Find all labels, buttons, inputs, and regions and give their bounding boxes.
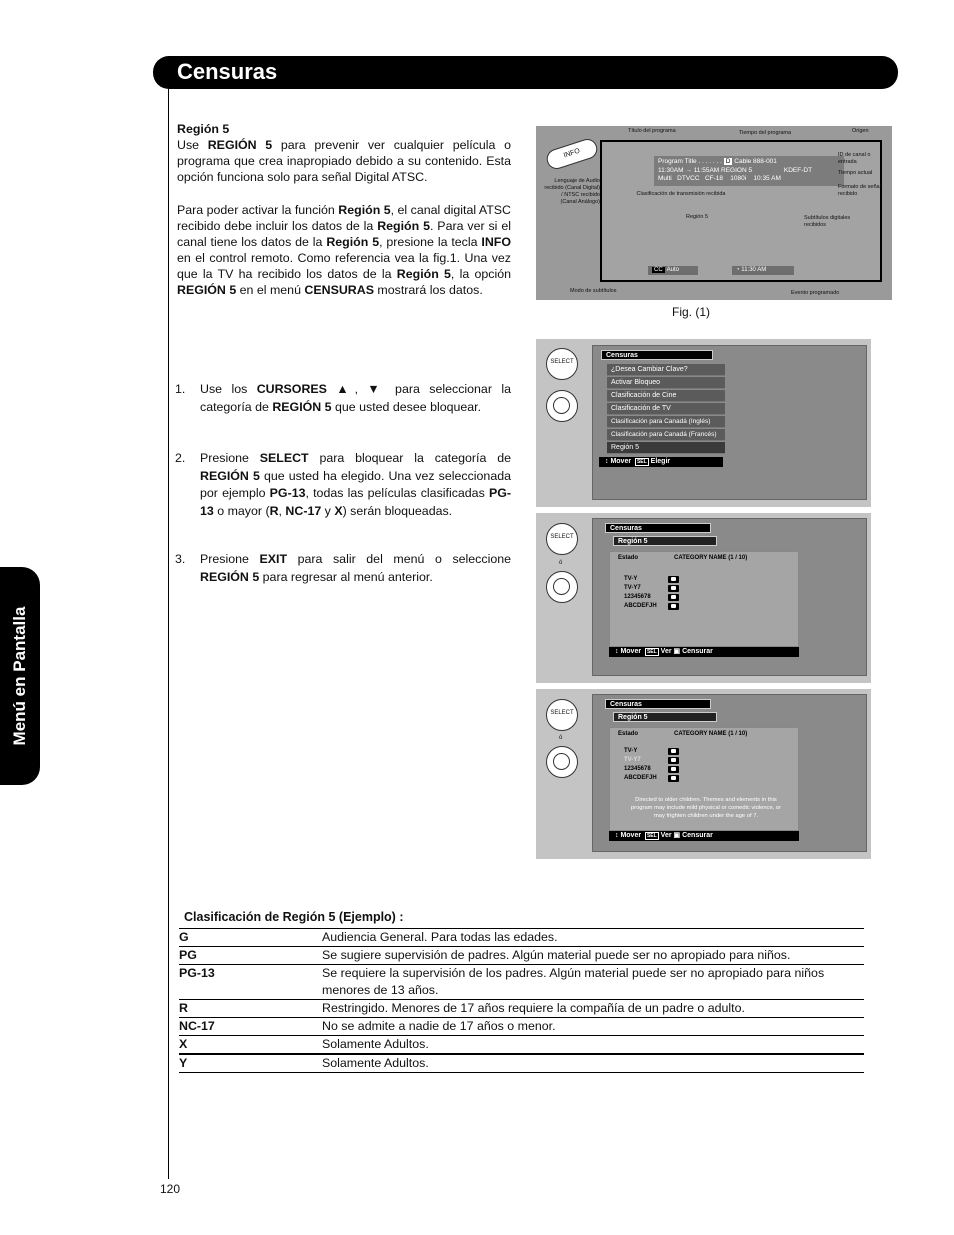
select-button-icon: SELECT [546,348,578,380]
label-scheduled-event: Evento programado [791,290,840,296]
menu-title[interactable]: Censuras [601,350,713,360]
label-channel-id: ID de canal o entrada [838,152,871,165]
category-box [609,551,799,647]
menu-item-activar-bloqueo[interactable]: Activar Bloqueo [607,377,725,389]
cursor-button-icon [546,390,578,422]
info-bar: Program Title . . . . . . . D Cable 888-001 11:30AM → 11:55AM REGION 5 KDEF-DT Multi DTVCC CF-18 1080i 10:35 AM [654,156,844,186]
category-name: CATEGORY NAME (1 / 10) [674,555,748,561]
label-cc-mode: Modo de subtítulos [570,288,617,294]
intro-heading: Región 5 [177,122,230,136]
estado-label: Estado [618,555,639,561]
menu-item-tv[interactable]: Clasificación de TV [607,403,725,415]
category-name: CATEGORY NAME (1 / 10) [674,731,748,737]
lock-icon[interactable] [668,766,679,773]
submenu-title[interactable]: Región 5 [613,536,717,546]
lock-icon: ▣ [673,648,681,655]
info-figure [536,126,892,300]
step-2: 2. Presione SELECT para bloquear la categoría de REGIÓN 5 que usted ha elegido. Una vez seleccionada por ejemplo PG-13, todas las películas clasificadas PG-13 o mayor (R, NC-17 y X) serán bloqueadas. [175,451,511,518]
or-label: ó [559,560,563,566]
label-origin: Origen [852,128,869,134]
table-row: PG-13 Se requiere la supervisión de los padres. Algún material puede ser no apropiado para niños menores de 13 años. [179,964,864,999]
label-current-time: Tiempo actual [838,170,873,176]
label-region5: Región 5 [686,214,709,220]
ratings-table [179,928,864,1073]
menu-screen-1 [592,345,867,500]
step-1: 1. Use los CURSORES ▲, ▼ para seleccionar la categoría de REGIÓN 5 que usted desee bloquear. [175,382,511,414]
table-row: X Solamente Adultos. [179,1035,864,1053]
submenu-title[interactable]: Región 5 [613,712,717,722]
table-row: G Audiencia General. Para todas las edades. [179,928,864,946]
page-number: 120 [160,1182,181,1196]
intro-paragraph-2: Para poder activar la función Región 5, el canal digital ATSC recibido debe incluir los datos de la Región 5. Para ver si el canal tiene los datos de la Región 5, presione la tecla INFO en el control remoto. Como referencia vea la fig.1. Una vez que la TV ha recibido los datos de la Región 5, la opción REGIÓN 5 en el menú CENSURAS mostrará los datos. [177,203,511,297]
menu-item-canada-ingles[interactable]: Clasificación para Canadá (Inglés) [607,416,725,428]
side-tab [0,567,40,785]
lock-icon[interactable] [668,576,679,583]
lock-icon[interactable] [668,775,679,782]
rating-row: TV-Y [624,748,638,754]
event-bar: ◔ 11:30 AM [732,266,794,275]
menu-panel-1 [536,339,871,507]
menu-item-cambiar-clave[interactable]: ¿Desea Cambiar Clave? [607,364,725,376]
cursor-button-icon [546,746,578,778]
intro-paragraph-1: Use REGIÓN 5 para prevenir ver cualquier película o programa que crea inapropiado debido a su contenido. Esta opción funciona solo para señal Digital ATSC. [177,138,511,184]
page-header [153,56,898,89]
rating-row: TV-Y7 [624,585,641,591]
rating-row: 12345678 [624,766,651,772]
rating-row: TV-Y [624,576,638,582]
lock-icon[interactable] [668,748,679,755]
select-button-icon: SELECT [546,699,578,731]
menu-item-canada-frances[interactable]: Clasificación para Canadá (Francés) [607,429,725,441]
page-title: Censuras [177,59,278,84]
menu-screen-3 [592,694,867,852]
menu-item-cine[interactable]: Clasificación de Cine [607,390,725,402]
lock-icon: ▣ [673,832,681,839]
digital-badge: D [725,158,731,165]
intro-section [177,121,511,298]
menu-panel-3 [536,689,871,859]
menu-footer: ↕ Mover SEL Ver ▣ Censurar [609,831,799,841]
table-row: R Restringido. Menores de 17 años requiere la compañía de un padre o adulto. [179,999,864,1017]
side-tab-label: Menú en Pantalla [10,606,29,746]
menu-item-region5[interactable]: Región 5 [607,442,725,454]
rating-row: ABCDEFJH [624,603,657,609]
menu-footer: ↕ Mover SEL Ver ▣ Censurar [609,647,799,657]
label-language: Lenguaje de Audio recibido (Canal Digital) / NTSC recibido (Canal Análogo) [544,178,600,205]
step-3: 3. Presione EXIT para salir del menú o seleccione REGIÓN 5 para regresar al menú anterior. [175,552,511,584]
lock-icon[interactable] [668,594,679,601]
lock-icon[interactable] [668,603,679,610]
rating-row: ABCDEFJH [624,775,657,781]
clock-icon: ◔ [736,267,742,273]
rating-row: 12345678 [624,594,651,600]
table-row: Y Solamente Adultos. [179,1053,864,1073]
label-program-time: Tiempo del programa [739,130,792,136]
cursor-button-icon [546,571,578,603]
ratings-title: Clasificación de Región 5 (Ejemplo) : [184,910,404,924]
table-row: PG Se sugiere supervisión de padres. Algún material puede ser no apropiado para niños. [179,946,864,964]
menu-screen-2 [592,518,867,676]
label-rating: Clasificación de transmisión recibida [636,191,726,197]
cc-mode-bar: CC Auto [648,266,698,275]
label-title: Título del programa [628,128,676,134]
menu-panel-2 [536,513,871,683]
label-digital-cc: Subtítulos digitales recibidos [804,215,851,228]
table-row: NC-17 No se admite a nadie de 17 años o menor. [179,1017,864,1035]
select-button-icon: SELECT [546,523,578,555]
margin-rule [168,89,169,1179]
category-box [609,727,799,831]
info-button-icon: INFO [544,136,600,171]
lock-icon[interactable] [668,585,679,592]
rating-description: Directed to older children. Themes and elements in this program may include mild physical or comedic violence, or may frighten children under the age of 7. [630,797,782,819]
estado-label: Estado [618,731,639,737]
or-label: ó [559,735,563,741]
menu-title[interactable]: Censuras [605,699,711,709]
menu-footer: ↕ Mover SEL Elegir [599,457,723,467]
rating-row: TV-Y7 [624,757,641,763]
menu-title[interactable]: Censuras [605,523,711,533]
label-format: Formato de señal recibido [838,184,881,197]
lock-icon[interactable] [668,757,679,764]
figure-caption: Fig. (1) [672,305,711,319]
